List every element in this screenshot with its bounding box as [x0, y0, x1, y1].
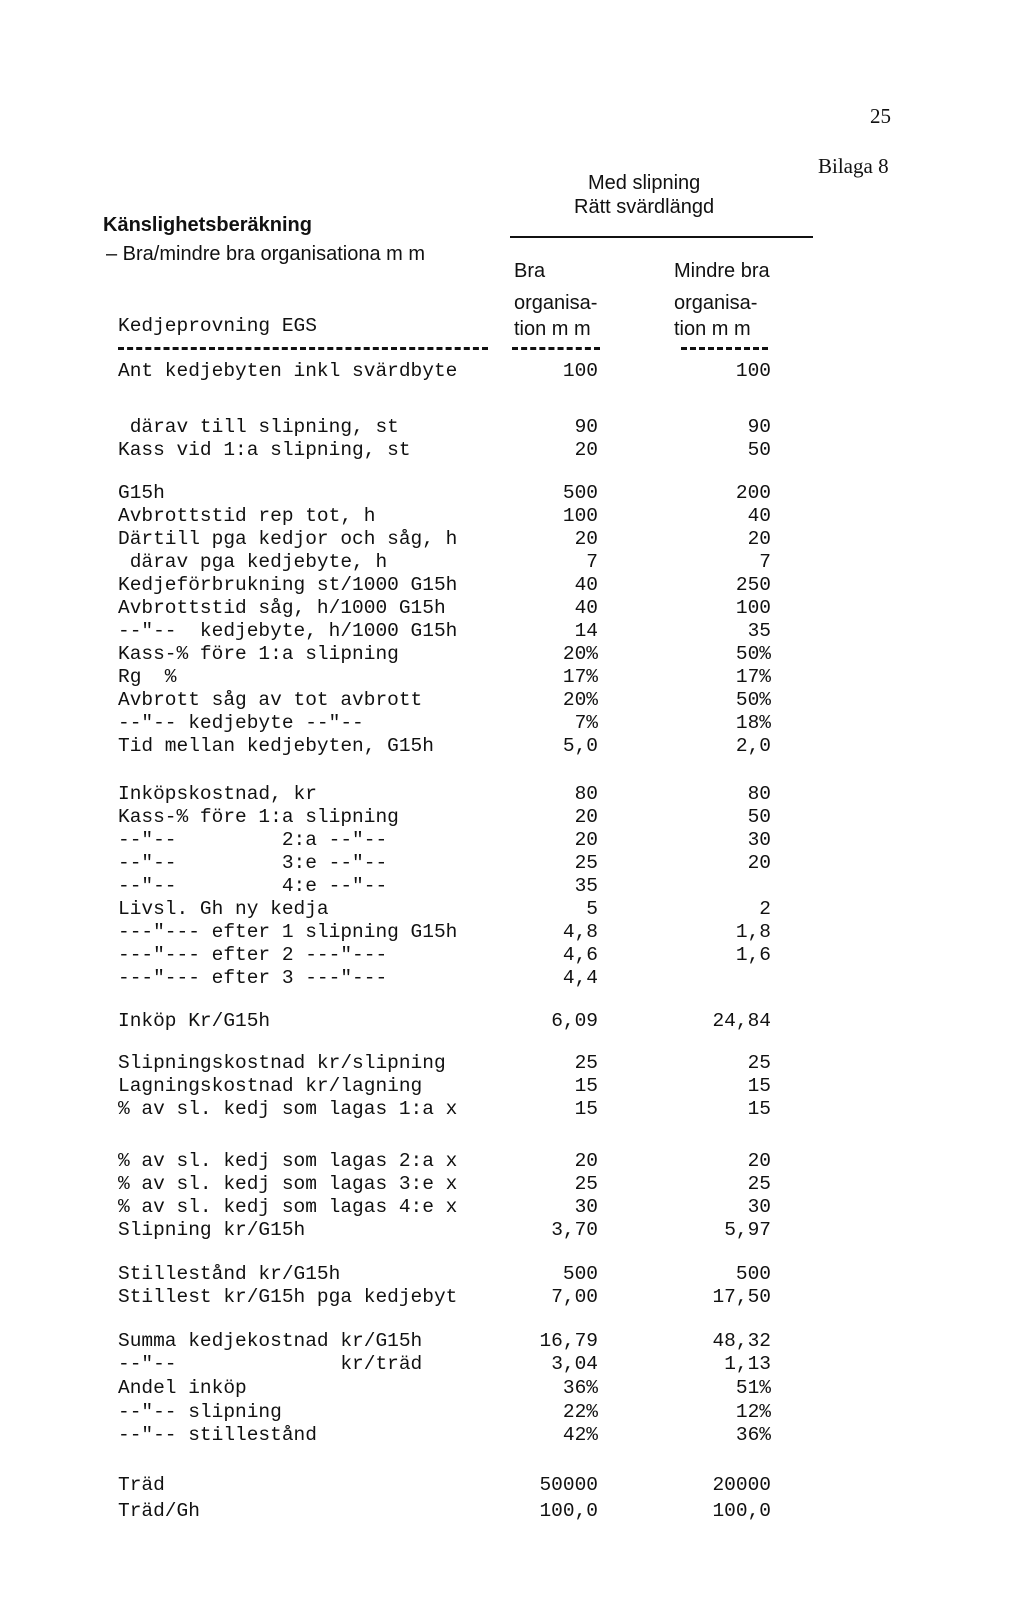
row-label: ---"--- efter 3 ---"--- [118, 967, 388, 989]
row-value-bra: 14 [574, 620, 598, 642]
row-value-mindre-bra: 7 [759, 551, 771, 573]
row-label: Inköpskostnad, kr [118, 783, 317, 805]
table-row [0, 574, 1024, 598]
row-value-bra: 20 [574, 1150, 598, 1172]
row-label: Avbrott såg av tot avbrott [118, 689, 423, 711]
row-label: % av sl. kedj som lagas 2:a x [118, 1150, 458, 1172]
row-value-bra: 20% [562, 643, 598, 665]
row-value-mindre-bra: 25 [747, 1052, 771, 1074]
table-row [0, 735, 1024, 759]
row-value-mindre-bra: 100 [735, 360, 771, 382]
row-value-bra: 4,8 [562, 921, 598, 943]
table-row [0, 1150, 1024, 1174]
row-value-mindre-bra: 15 [747, 1075, 771, 1097]
table-row [0, 1286, 1024, 1310]
table-row [0, 505, 1024, 529]
row-label: G15h [118, 482, 165, 504]
row-value-mindre-bra: 30 [747, 1196, 771, 1218]
table-row [0, 1353, 1024, 1377]
row-value-bra: 6,09 [551, 1010, 598, 1032]
row-label: --"-- 3:e --"-- [118, 852, 388, 874]
table-row [0, 806, 1024, 830]
table-row [0, 944, 1024, 968]
row-label: Kass vid 1:a slipning, st [118, 439, 411, 461]
table-row [0, 1500, 1024, 1524]
row-label: --"-- 2:a --"-- [118, 829, 388, 851]
table-left-label: Kedjeprovning EGS [118, 315, 317, 337]
table-row [0, 1474, 1024, 1498]
row-value-bra: 35 [574, 875, 598, 897]
row-value-mindre-bra: 20 [747, 852, 771, 874]
row-label: --"-- stillestånd [118, 1424, 317, 1446]
table-row [0, 898, 1024, 922]
row-label: Inköp Kr/G15h [118, 1010, 271, 1032]
row-value-mindre-bra: 36% [735, 1424, 771, 1446]
row-label: Tid mellan kedjebyten, G15h [118, 735, 434, 757]
row-label: Avbrottstid såg, h/1000 G15h [118, 597, 446, 619]
table-row [0, 1052, 1024, 1076]
row-value-mindre-bra: 51% [735, 1377, 771, 1399]
table-row [0, 597, 1024, 621]
row-value-bra: 25 [574, 1052, 598, 1074]
row-value-bra: 16,79 [539, 1330, 598, 1352]
row-label: Kass-% före 1:a slipning [118, 643, 399, 665]
row-value-bra: 100 [562, 505, 598, 527]
row-label: Kass-% före 1:a slipning [118, 806, 399, 828]
row-value-mindre-bra: 50 [747, 439, 771, 461]
group-header-line1: Med slipning [588, 172, 701, 194]
row-value-mindre-bra: 1,6 [735, 944, 771, 966]
row-value-mindre-bra: 25 [747, 1173, 771, 1195]
row-value-bra: 22% [562, 1401, 598, 1423]
table-row [0, 967, 1024, 991]
row-label: Rg % [118, 666, 177, 688]
row-label: Därtill pga kedjor och såg, h [118, 528, 458, 550]
col2-header-line2: organisa- [674, 292, 758, 314]
row-value-mindre-bra: 20 [747, 1150, 771, 1172]
row-label: därav till slipning, st [118, 416, 399, 438]
table-row [0, 875, 1024, 899]
appendix-label: Bilaga 8 [818, 154, 889, 178]
table-row [0, 829, 1024, 853]
row-value-mindre-bra: 1,8 [735, 921, 771, 943]
table-row [0, 360, 1024, 384]
table-row [0, 1075, 1024, 1099]
row-value-mindre-bra: 2,0 [735, 735, 771, 757]
row-label: därav pga kedjebyte, h [118, 551, 388, 573]
row-value-mindre-bra: 500 [735, 1263, 771, 1285]
table-row [0, 712, 1024, 736]
row-value-mindre-bra: 1,13 [724, 1353, 771, 1375]
table-row [0, 783, 1024, 807]
row-value-bra: 40 [574, 597, 598, 619]
row-value-mindre-bra: 20 [747, 528, 771, 550]
table-row [0, 1263, 1024, 1287]
row-value-bra: 3,70 [551, 1219, 598, 1241]
row-value-mindre-bra: 40 [747, 505, 771, 527]
table-row [0, 1010, 1024, 1034]
row-value-mindre-bra: 100 [735, 597, 771, 619]
row-value-bra: 25 [574, 852, 598, 874]
row-value-mindre-bra: 35 [747, 620, 771, 642]
row-value-mindre-bra: 17,50 [712, 1286, 771, 1308]
row-label: Träd [118, 1474, 165, 1496]
row-value-bra: 30 [574, 1196, 598, 1218]
row-value-bra: 17% [562, 666, 598, 688]
row-label: Andel inköp [118, 1377, 247, 1399]
row-value-bra: 20 [574, 829, 598, 851]
row-value-bra: 500 [562, 482, 598, 504]
table-row [0, 416, 1024, 440]
row-value-bra: 80 [574, 783, 598, 805]
table-row [0, 439, 1024, 463]
row-label: Stillestånd kr/G15h [118, 1263, 341, 1285]
table-row [0, 1330, 1024, 1354]
table-row [0, 528, 1024, 552]
row-value-bra: 90 [574, 416, 598, 438]
row-label: Livsl. Gh ny kedja [118, 898, 329, 920]
row-label: ---"--- efter 2 ---"--- [118, 944, 388, 966]
table-row [0, 852, 1024, 876]
row-label: Lagningskostnad kr/lagning [118, 1075, 423, 1097]
row-value-mindre-bra: 24,84 [712, 1010, 771, 1032]
group-header-line2: Rätt svärdlängd [574, 196, 715, 218]
row-label: --"-- kedjebyte, h/1000 G15h [118, 620, 458, 642]
table-row [0, 689, 1024, 713]
row-label: --"-- kr/träd [118, 1353, 423, 1375]
row-value-mindre-bra: 20000 [712, 1474, 771, 1496]
col1-header-line2: organisa- [514, 292, 598, 314]
page-subtitle: – Bra/mindre bra organisationa m m [106, 243, 426, 265]
row-label: Summa kedjekostnad kr/G15h [118, 1330, 423, 1352]
row-value-bra: 42% [562, 1424, 598, 1446]
table-row [0, 921, 1024, 945]
page-title: Känslighetsberäkning [103, 214, 312, 236]
row-value-bra: 20 [574, 528, 598, 550]
row-value-mindre-bra: 5,97 [724, 1219, 771, 1241]
row-label: Ant kedjebyten inkl svärdbyte [118, 360, 458, 382]
row-label: % av sl. kedj som lagas 3:e x [118, 1173, 458, 1195]
row-value-bra: 7% [574, 712, 598, 734]
row-value-mindre-bra: 200 [735, 482, 771, 504]
row-value-bra: 50000 [539, 1474, 598, 1496]
row-value-mindre-bra: 250 [735, 574, 771, 596]
row-value-bra: 36% [562, 1377, 598, 1399]
row-value-bra: 7 [586, 551, 598, 573]
row-value-bra: 20% [562, 689, 598, 711]
row-value-mindre-bra: 90 [747, 416, 771, 438]
row-value-mindre-bra: 12% [735, 1401, 771, 1423]
table-row [0, 1098, 1024, 1122]
col2-header-line3: tion m m [674, 318, 751, 340]
row-value-bra: 20 [574, 439, 598, 461]
table-row [0, 551, 1024, 575]
row-label: --"-- slipning [118, 1401, 282, 1423]
dashed-rule-col2 [681, 347, 768, 350]
table-row [0, 620, 1024, 644]
col1-header-line3: tion m m [514, 318, 591, 340]
group-header-rule [510, 236, 813, 238]
row-value-mindre-bra: 15 [747, 1098, 771, 1120]
row-value-bra: 5 [586, 898, 598, 920]
page-number: 25 [870, 104, 891, 128]
row-value-bra: 15 [574, 1098, 598, 1120]
table-row [0, 1173, 1024, 1197]
row-label: Kedjeförbrukning st/1000 G15h [118, 574, 458, 596]
row-value-mindre-bra: 30 [747, 829, 771, 851]
row-label: ---"--- efter 1 slipning G15h [118, 921, 458, 943]
row-value-mindre-bra: 100,0 [712, 1500, 771, 1522]
table-row [0, 1401, 1024, 1425]
row-label: Slipning kr/G15h [118, 1219, 306, 1241]
row-label: Avbrottstid rep tot, h [118, 505, 376, 527]
row-value-bra: 7,00 [551, 1286, 598, 1308]
table-row [0, 1219, 1024, 1243]
row-label: --"-- kedjebyte --"-- [118, 712, 364, 734]
row-value-mindre-bra: 50% [735, 689, 771, 711]
row-value-mindre-bra: 17% [735, 666, 771, 688]
row-value-bra: 4,4 [562, 967, 598, 989]
row-value-bra: 15 [574, 1075, 598, 1097]
row-value-bra: 20 [574, 806, 598, 828]
row-value-bra: 40 [574, 574, 598, 596]
table-row [0, 1377, 1024, 1401]
dashed-rule-col1 [512, 347, 600, 350]
row-label: % av sl. kedj som lagas 1:a x [118, 1098, 458, 1120]
row-label: --"-- 4:e --"-- [118, 875, 388, 897]
row-label: % av sl. kedj som lagas 4:e x [118, 1196, 458, 1218]
row-value-mindre-bra: 2 [759, 898, 771, 920]
row-value-bra: 4,6 [562, 944, 598, 966]
table-row [0, 666, 1024, 690]
row-value-mindre-bra: 18% [735, 712, 771, 734]
table-row [0, 643, 1024, 667]
row-value-mindre-bra: 80 [747, 783, 771, 805]
row-value-bra: 3,04 [551, 1353, 598, 1375]
table-row [0, 482, 1024, 506]
dashed-rule-labels [118, 347, 488, 350]
row-value-bra: 5,0 [562, 735, 598, 757]
col2-header-line1: Mindre bra [674, 260, 770, 282]
row-value-bra: 100 [562, 360, 598, 382]
row-value-mindre-bra: 48,32 [712, 1330, 771, 1352]
col1-header-line1: Bra [514, 260, 546, 282]
row-value-bra: 100,0 [539, 1500, 598, 1522]
row-value-mindre-bra: 50 [747, 806, 771, 828]
row-value-mindre-bra: 50% [735, 643, 771, 665]
row-value-bra: 500 [562, 1263, 598, 1285]
row-value-bra: 25 [574, 1173, 598, 1195]
row-label: Slipningskostnad kr/slipning [118, 1052, 446, 1074]
row-label: Stillest kr/G15h pga kedjebyt [118, 1286, 458, 1308]
table-row [0, 1196, 1024, 1220]
table-row [0, 1424, 1024, 1448]
row-label: Träd/Gh [118, 1500, 200, 1522]
